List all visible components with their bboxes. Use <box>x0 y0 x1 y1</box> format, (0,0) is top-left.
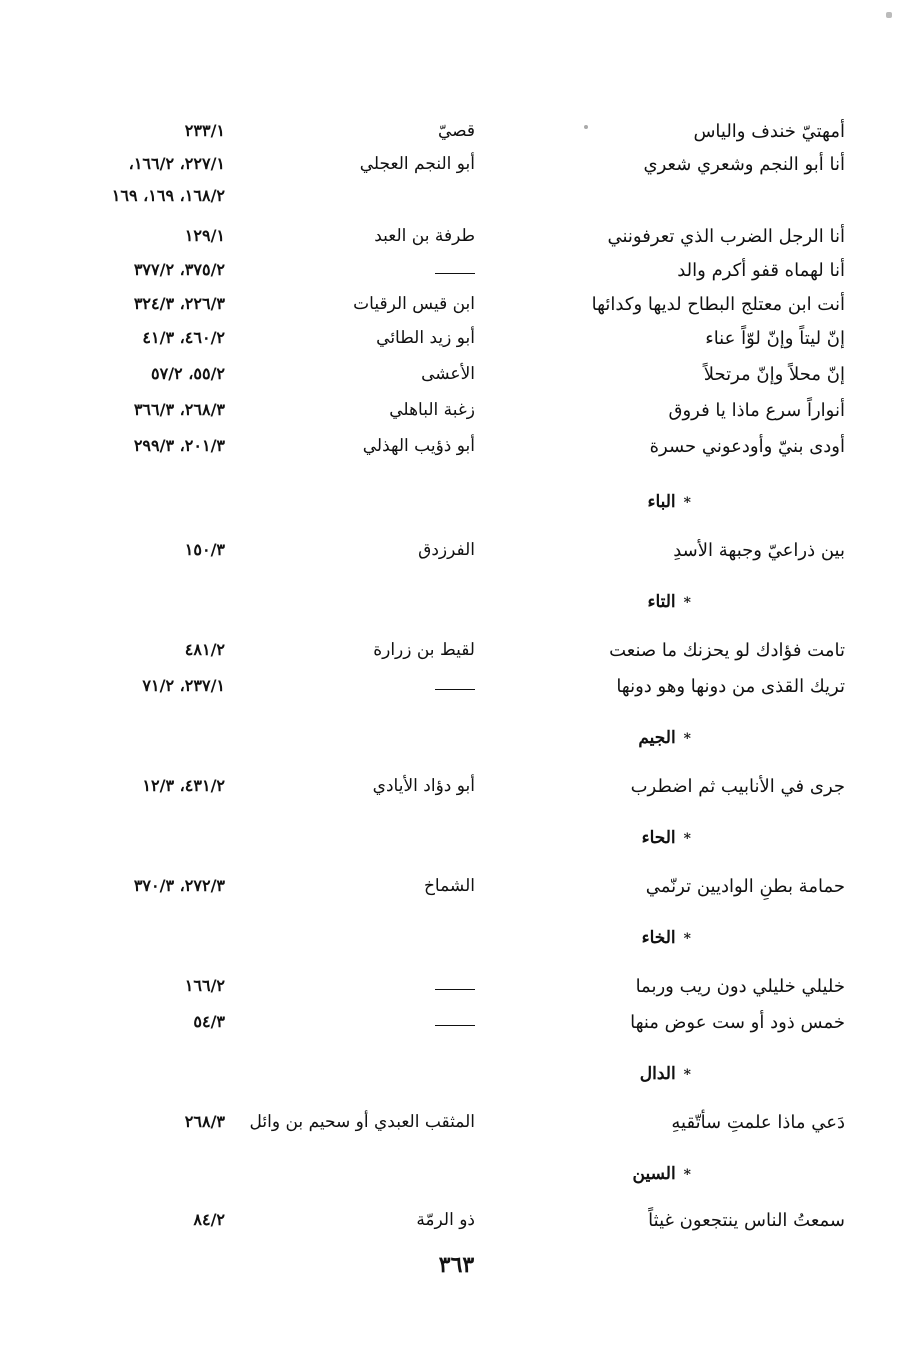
index-row-continuation <box>0 186 913 220</box>
reference: ٥٤/٣ <box>193 1012 225 1031</box>
index-row <box>0 1112 913 1146</box>
bullet-star-icon: * <box>683 731 691 747</box>
reference: ٢٧٢/٣، ٣٧٠/٣ <box>133 876 225 895</box>
verse-text: دَعي ماذا علمتِ سأتّقيهِ <box>671 1112 845 1133</box>
index-row <box>0 121 913 155</box>
index-row <box>0 776 913 810</box>
section-title: التاء <box>647 592 676 612</box>
section-heading-ba <box>647 492 691 512</box>
section-heading-ta <box>647 592 691 612</box>
reference: ٢٠١/٣، ٢٩٩/٣ <box>133 436 225 455</box>
poet-name: الأعشى <box>421 364 475 384</box>
section-title: الباء <box>647 492 676 512</box>
verse-text: أودى بنيّ وأودعوني حسرة <box>649 436 845 457</box>
poet-name: أبو زيد الطائي <box>376 328 475 348</box>
poet-dash <box>435 260 475 280</box>
section-title: الحاء <box>641 828 676 848</box>
reference: ٤٣١/٢، ١٢/٣ <box>142 776 225 795</box>
section-heading-kha <box>642 928 691 948</box>
poet-name: ذو الرمّة <box>416 1210 475 1230</box>
poet-name: ابن قيس الرقيات <box>353 294 475 314</box>
page-number: ٣٦٣ <box>438 1252 475 1278</box>
bullet-star-icon: * <box>683 495 691 511</box>
verse-text: تريك القذى من دونها وهو دونها <box>616 676 845 697</box>
poet-dash <box>435 1012 475 1032</box>
reference: ١٦٨/٢، ١٦٩، ١٦٩ <box>111 186 225 205</box>
section-heading-ha <box>642 828 691 848</box>
poet-name: الفرزدق <box>418 540 475 560</box>
index-row <box>0 976 913 1010</box>
verse-text: إنّ محلاً وإنّ مرتحلاً <box>703 364 845 385</box>
reference: ٢٢٦/٣، ٣٢٤/٣ <box>133 294 225 313</box>
index-row <box>0 400 913 434</box>
verse-text: إنّ ليتاً وإنّ لوّاً عناء <box>705 328 845 349</box>
reference: ٨٤/٢ <box>193 1210 225 1229</box>
scan-speck <box>886 12 892 18</box>
bullet-star-icon: * <box>683 595 691 611</box>
poet-name: الشماخ <box>423 876 475 896</box>
bullet-star-icon: * <box>683 1067 691 1083</box>
poet-name: زغبة الباهلي <box>389 400 475 420</box>
index-row <box>0 640 913 674</box>
poet-name: أبو ذؤيب الهذلي <box>362 436 475 456</box>
reference: ١٢٩/١ <box>184 226 225 245</box>
reference: ٢٣٧/١، ٧١/٢ <box>142 676 225 695</box>
index-row <box>0 226 913 260</box>
index-row <box>0 364 913 398</box>
poet-dash <box>435 976 475 996</box>
section-heading-dal <box>640 1064 691 1084</box>
section-title: الدال <box>639 1064 676 1084</box>
poet-name: أبو دؤاد الأيادي <box>372 776 475 796</box>
index-row <box>0 436 913 470</box>
index-row <box>0 876 913 910</box>
section-heading-sin <box>633 1164 691 1184</box>
bullet-star-icon: * <box>683 931 691 947</box>
reference: ٢٦٨/٣ <box>184 1112 225 1131</box>
verse-text: أمهتيّ خندف والياس <box>693 121 845 142</box>
index-row <box>0 328 913 362</box>
index-row <box>0 260 913 294</box>
index-row <box>0 540 913 574</box>
verse-text: سمعتُ الناس ينتجعون غيثاً <box>648 1210 845 1231</box>
verse-text: أنا أبو النجم وشعري شعري <box>643 154 845 175</box>
reference: ٤٨١/٢ <box>184 640 225 659</box>
verse-text: خمس ذود أو ست عوض منها <box>630 1012 845 1033</box>
section-title: الخاء <box>641 928 676 948</box>
verse-text: أنا لهماه قفو أكرم والد <box>677 260 845 281</box>
section-title: الجيم <box>638 728 676 748</box>
verse-text: حمامة بطنِ الواديين ترنّمي <box>645 876 845 897</box>
poet-dash <box>435 676 475 696</box>
section-heading-jim <box>638 728 691 748</box>
index-row <box>0 1012 913 1046</box>
index-row <box>0 294 913 328</box>
verse-text: خليلي خليلي دون ريب وربما <box>635 976 845 997</box>
verse-text: أنواراً سرع ماذا يا فروق <box>668 400 845 421</box>
index-row <box>0 1210 913 1244</box>
poet-name: المثقب العبدي أو سحيم بن وائل <box>249 1112 475 1132</box>
verse-text: أنا الرجل الضرب الذي تعرفونني <box>607 226 845 247</box>
verse-text: جرى في الأنابيب ثم اضطرب <box>630 776 845 797</box>
reference: ٢٣٣/١ <box>184 121 225 140</box>
poet-name: أبو النجم العجلي <box>359 154 475 174</box>
poet-name: لقيط بن زرارة <box>373 640 475 660</box>
index-row <box>0 154 913 188</box>
poet-name: طرفة بن العبد <box>374 226 475 246</box>
bullet-star-icon: * <box>683 1167 691 1183</box>
reference: ٢٢٧/١، ١٦٦/٢، <box>128 154 225 173</box>
bullet-star-icon: * <box>683 831 691 847</box>
section-title: السين <box>632 1164 676 1184</box>
poet-name: قصيّ <box>437 121 475 141</box>
reference: ٥٥/٢، ٥٧/٢ <box>151 364 225 383</box>
reference: ١٥٠/٣ <box>184 540 225 559</box>
reference: ٣٧٥/٢، ٣٧٧/٢ <box>133 260 225 279</box>
verse-text: بين ذراعيّ وجبهة الأسدِ <box>673 540 845 561</box>
reference: ٤٦٠/٢، ٤١/٣ <box>142 328 225 347</box>
reference: ٢٦٨/٣، ٣٦٦/٣ <box>133 400 225 419</box>
index-row <box>0 676 913 710</box>
reference: ١٦٦/٢ <box>184 976 225 995</box>
verse-text: تامت فؤادك لو يحزنك ما صنعت <box>609 640 845 661</box>
verse-text: أنت ابن معتلج البطاح لديها وكدائها <box>591 294 845 315</box>
